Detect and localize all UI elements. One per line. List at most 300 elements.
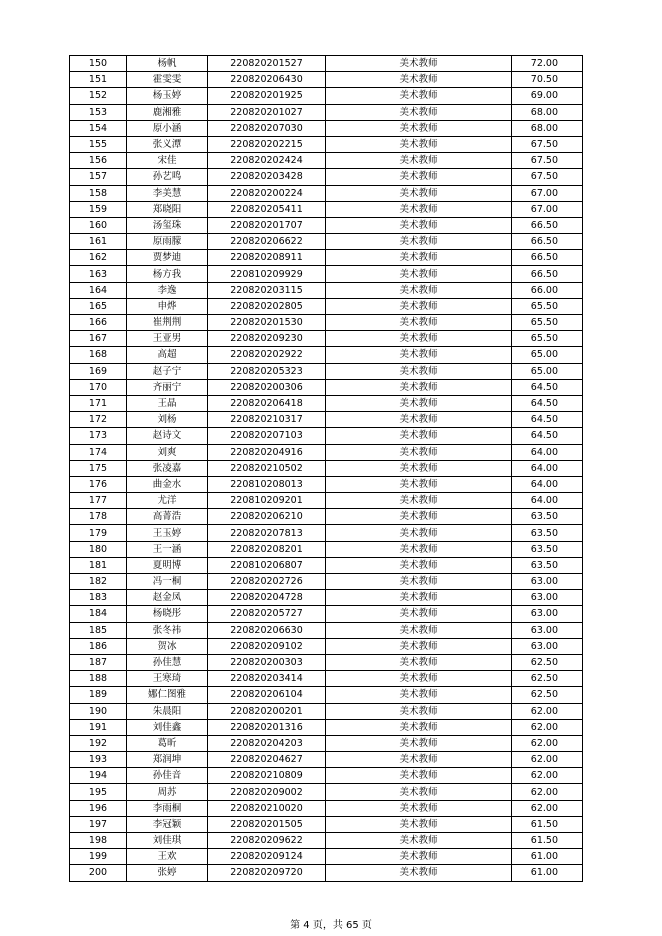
cell-name: 孙艺鸣 — [127, 169, 208, 185]
cell-exam-id: 220820209622 — [208, 833, 326, 849]
cell-exam-id: 220820206210 — [208, 509, 326, 525]
cell-number: 155 — [70, 136, 127, 152]
cell-number: 169 — [70, 363, 127, 379]
table-row — [70, 719, 583, 735]
cell-name: 刘爽 — [127, 444, 208, 460]
cell-number: 199 — [70, 849, 127, 865]
cell-exam-id: 220820208911 — [208, 250, 326, 266]
table-row — [70, 201, 583, 217]
table-row — [70, 590, 583, 606]
table-row — [70, 654, 583, 670]
cell-name: 崔荆荆 — [127, 315, 208, 331]
cell-position: 美术教师 — [326, 800, 512, 816]
cell-position: 美术教师 — [326, 606, 512, 622]
cell-exam-id: 220820210502 — [208, 460, 326, 476]
cell-number: 193 — [70, 752, 127, 768]
cell-exam-id: 220820204728 — [208, 590, 326, 606]
cell-position: 美术教师 — [326, 412, 512, 428]
cell-position: 美术教师 — [326, 849, 512, 865]
cell-position: 美术教师 — [326, 703, 512, 719]
cell-name: 鹿湘雅 — [127, 104, 208, 120]
cell-score: 64.50 — [512, 428, 583, 444]
cell-score: 64.00 — [512, 493, 583, 509]
cell-exam-id: 220820205727 — [208, 606, 326, 622]
cell-name: 王欢 — [127, 849, 208, 865]
cell-score: 65.50 — [512, 331, 583, 347]
cell-exam-id: 220820207103 — [208, 428, 326, 444]
cell-score: 63.50 — [512, 557, 583, 573]
cell-name: 贾梦迪 — [127, 250, 208, 266]
cell-number: 190 — [70, 703, 127, 719]
table-row — [70, 56, 583, 72]
table-row — [70, 509, 583, 525]
table-row — [70, 557, 583, 573]
cell-name: 杨方我 — [127, 266, 208, 282]
cell-exam-id: 220820200224 — [208, 185, 326, 201]
cell-number: 198 — [70, 833, 127, 849]
cell-score: 65.00 — [512, 347, 583, 363]
table-row — [70, 735, 583, 751]
cell-name: 李雨桐 — [127, 800, 208, 816]
cell-position: 美术教师 — [326, 185, 512, 201]
cell-position: 美术教师 — [326, 201, 512, 217]
cell-exam-id: 220820201707 — [208, 217, 326, 233]
cell-score: 62.00 — [512, 719, 583, 735]
cell-exam-id: 220820205411 — [208, 201, 326, 217]
cell-score: 61.50 — [512, 833, 583, 849]
cell-position: 美术教师 — [326, 735, 512, 751]
cell-exam-id: 220820203115 — [208, 282, 326, 298]
cell-number: 200 — [70, 865, 127, 881]
cell-position: 美术教师 — [326, 136, 512, 152]
table-row — [70, 444, 583, 460]
cell-name: 刘杨 — [127, 412, 208, 428]
cell-name: 王亚男 — [127, 331, 208, 347]
cell-score: 63.00 — [512, 590, 583, 606]
cell-name: 赵子宁 — [127, 363, 208, 379]
cell-score: 67.50 — [512, 153, 583, 169]
cell-name: 王晶 — [127, 395, 208, 411]
cell-score: 61.00 — [512, 865, 583, 881]
cell-position: 美术教师 — [326, 120, 512, 136]
cell-number: 171 — [70, 395, 127, 411]
cell-name: 张凌嘉 — [127, 460, 208, 476]
cell-exam-id: 220810209201 — [208, 493, 326, 509]
table-row — [70, 104, 583, 120]
cell-score: 62.00 — [512, 768, 583, 784]
cell-position: 美术教师 — [326, 784, 512, 800]
cell-exam-id: 220810206807 — [208, 557, 326, 573]
cell-exam-id: 220820200306 — [208, 379, 326, 395]
cell-number: 162 — [70, 250, 127, 266]
cell-name: 高超 — [127, 347, 208, 363]
cell-score: 65.50 — [512, 298, 583, 314]
cell-position: 美术教师 — [326, 557, 512, 573]
cell-score: 64.00 — [512, 444, 583, 460]
table-row — [70, 833, 583, 849]
cell-number: 152 — [70, 88, 127, 104]
cell-name: 尤洋 — [127, 493, 208, 509]
table-row — [70, 752, 583, 768]
cell-exam-id: 220810209929 — [208, 266, 326, 282]
cell-position: 美术教师 — [326, 541, 512, 557]
cell-score: 63.50 — [512, 509, 583, 525]
table-row — [70, 574, 583, 590]
cell-name: 赵金凤 — [127, 590, 208, 606]
cell-position: 美术教师 — [326, 72, 512, 88]
cell-number: 184 — [70, 606, 127, 622]
cell-position: 美术教师 — [326, 509, 512, 525]
cell-exam-id: 220820203414 — [208, 671, 326, 687]
cell-score: 63.00 — [512, 638, 583, 654]
cell-score: 63.00 — [512, 606, 583, 622]
cell-score: 64.00 — [512, 460, 583, 476]
table-row — [70, 476, 583, 492]
cell-exam-id: 220820201925 — [208, 88, 326, 104]
table-row — [70, 784, 583, 800]
table-row — [70, 169, 583, 185]
cell-name: 宋佳 — [127, 153, 208, 169]
cell-exam-id: 220820210020 — [208, 800, 326, 816]
cell-position: 美术教师 — [326, 816, 512, 832]
cell-score: 66.50 — [512, 234, 583, 250]
cell-exam-id: 220820201530 — [208, 315, 326, 331]
cell-name: 张冬祎 — [127, 622, 208, 638]
table-row — [70, 298, 583, 314]
cell-name: 冯一桐 — [127, 574, 208, 590]
cell-position: 美术教师 — [326, 654, 512, 670]
cell-number: 183 — [70, 590, 127, 606]
cell-position: 美术教师 — [326, 104, 512, 120]
table-row — [70, 703, 583, 719]
cell-position: 美术教师 — [326, 250, 512, 266]
cell-exam-id: 220820206630 — [208, 622, 326, 638]
cell-exam-id: 220820209124 — [208, 849, 326, 865]
cell-number: 163 — [70, 266, 127, 282]
cell-score: 63.50 — [512, 541, 583, 557]
cell-name: 汤玺珠 — [127, 217, 208, 233]
cell-number: 189 — [70, 687, 127, 703]
cell-name: 曲金水 — [127, 476, 208, 492]
cell-score: 64.50 — [512, 379, 583, 395]
cell-number: 179 — [70, 525, 127, 541]
cell-number: 154 — [70, 120, 127, 136]
table-row — [70, 363, 583, 379]
cell-name: 霍雯雯 — [127, 72, 208, 88]
cell-name: 赵诗文 — [127, 428, 208, 444]
cell-number: 157 — [70, 169, 127, 185]
cell-position: 美术教师 — [326, 234, 512, 250]
table-row — [70, 153, 583, 169]
cell-score: 62.00 — [512, 800, 583, 816]
cell-name: 孙佳音 — [127, 768, 208, 784]
cell-position: 美术教师 — [326, 282, 512, 298]
cell-name: 张义潭 — [127, 136, 208, 152]
table-row — [70, 120, 583, 136]
table-row — [70, 136, 583, 152]
cell-number: 197 — [70, 816, 127, 832]
cell-score: 66.00 — [512, 282, 583, 298]
cell-score: 68.00 — [512, 120, 583, 136]
cell-name: 李美慧 — [127, 185, 208, 201]
table-row — [70, 250, 583, 266]
cell-score: 67.00 — [512, 185, 583, 201]
cell-number: 164 — [70, 282, 127, 298]
cell-name: 夏明博 — [127, 557, 208, 573]
cell-number: 173 — [70, 428, 127, 444]
cell-position: 美术教师 — [326, 525, 512, 541]
cell-score: 64.00 — [512, 476, 583, 492]
cell-name: 娜仁图雅 — [127, 687, 208, 703]
cell-number: 192 — [70, 735, 127, 751]
cell-score: 66.50 — [512, 250, 583, 266]
table-row — [70, 687, 583, 703]
table-row — [70, 865, 583, 881]
cell-score: 66.50 — [512, 266, 583, 282]
cell-exam-id: 220810208013 — [208, 476, 326, 492]
cell-position: 美术教师 — [326, 395, 512, 411]
cell-exam-id: 220820210317 — [208, 412, 326, 428]
cell-name: 郑润坤 — [127, 752, 208, 768]
cell-name: 王一涵 — [127, 541, 208, 557]
cell-position: 美术教师 — [326, 347, 512, 363]
cell-exam-id: 220820206430 — [208, 72, 326, 88]
cell-number: 166 — [70, 315, 127, 331]
cell-score: 63.00 — [512, 574, 583, 590]
cell-exam-id: 220820204916 — [208, 444, 326, 460]
cell-position: 美术教师 — [326, 768, 512, 784]
cell-number: 168 — [70, 347, 127, 363]
cell-score: 62.00 — [512, 703, 583, 719]
cell-number: 161 — [70, 234, 127, 250]
cell-name: 张婷 — [127, 865, 208, 881]
cell-number: 172 — [70, 412, 127, 428]
cell-exam-id: 220820204627 — [208, 752, 326, 768]
cell-exam-id: 220820201316 — [208, 719, 326, 735]
cell-position: 美术教师 — [326, 428, 512, 444]
cell-exam-id: 220820206418 — [208, 395, 326, 411]
cell-number: 178 — [70, 509, 127, 525]
cell-score: 62.50 — [512, 654, 583, 670]
cell-exam-id: 220820209230 — [208, 331, 326, 347]
cell-position: 美术教师 — [326, 752, 512, 768]
cell-name: 齐丽宁 — [127, 379, 208, 395]
score-table-body — [70, 56, 583, 882]
cell-name: 杨晓彤 — [127, 606, 208, 622]
cell-position: 美术教师 — [326, 719, 512, 735]
cell-score: 61.50 — [512, 816, 583, 832]
cell-name: 杨玉婷 — [127, 88, 208, 104]
cell-exam-id: 220820202805 — [208, 298, 326, 314]
page-footer: 第 4 页，共 65 页 — [290, 920, 372, 931]
cell-position: 美术教师 — [326, 833, 512, 849]
cell-position: 美术教师 — [326, 379, 512, 395]
cell-score: 61.00 — [512, 849, 583, 865]
table-row — [70, 88, 583, 104]
cell-number: 194 — [70, 768, 127, 784]
cell-position: 美术教师 — [326, 298, 512, 314]
cell-position: 美术教师 — [326, 266, 512, 282]
cell-exam-id: 220820202922 — [208, 347, 326, 363]
cell-number: 150 — [70, 56, 127, 72]
cell-exam-id: 220820202215 — [208, 136, 326, 152]
cell-position: 美术教师 — [326, 476, 512, 492]
cell-exam-id: 220820202726 — [208, 574, 326, 590]
cell-score: 65.00 — [512, 363, 583, 379]
table-row — [70, 541, 583, 557]
cell-name: 杨帆 — [127, 56, 208, 72]
cell-position: 美术教师 — [326, 56, 512, 72]
cell-position: 美术教师 — [326, 153, 512, 169]
cell-exam-id: 220820205323 — [208, 363, 326, 379]
cell-exam-id: 220820206104 — [208, 687, 326, 703]
cell-position: 美术教师 — [326, 574, 512, 590]
cell-exam-id: 220820201505 — [208, 816, 326, 832]
cell-number: 176 — [70, 476, 127, 492]
cell-name: 高菁浩 — [127, 509, 208, 525]
cell-number: 177 — [70, 493, 127, 509]
cell-position: 美术教师 — [326, 590, 512, 606]
table-row — [70, 849, 583, 865]
cell-name: 朱晨阳 — [127, 703, 208, 719]
table-row — [70, 525, 583, 541]
cell-number: 174 — [70, 444, 127, 460]
cell-position: 美术教师 — [326, 444, 512, 460]
cell-position: 美术教师 — [326, 671, 512, 687]
cell-name: 贺冰 — [127, 638, 208, 654]
cell-exam-id: 220820210809 — [208, 768, 326, 784]
table-row — [70, 234, 583, 250]
table-row — [70, 347, 583, 363]
table-row — [70, 460, 583, 476]
cell-number: 188 — [70, 671, 127, 687]
cell-number: 167 — [70, 331, 127, 347]
cell-position: 美术教师 — [326, 217, 512, 233]
cell-score: 72.00 — [512, 56, 583, 72]
cell-score: 65.50 — [512, 315, 583, 331]
cell-number: 153 — [70, 104, 127, 120]
table-row — [70, 800, 583, 816]
cell-score: 67.50 — [512, 169, 583, 185]
table-row — [70, 266, 583, 282]
cell-exam-id: 220820209720 — [208, 865, 326, 881]
cell-name: 原小涵 — [127, 120, 208, 136]
cell-name: 周苏 — [127, 784, 208, 800]
cell-name: 原雨朦 — [127, 234, 208, 250]
cell-number: 196 — [70, 800, 127, 816]
cell-name: 孙佳慧 — [127, 654, 208, 670]
table-row — [70, 379, 583, 395]
cell-number: 151 — [70, 72, 127, 88]
cell-score: 70.50 — [512, 72, 583, 88]
cell-score: 63.00 — [512, 622, 583, 638]
cell-exam-id: 220820207030 — [208, 120, 326, 136]
cell-number: 182 — [70, 574, 127, 590]
cell-number: 160 — [70, 217, 127, 233]
cell-exam-id: 220820207813 — [208, 525, 326, 541]
table-row — [70, 412, 583, 428]
cell-score: 63.50 — [512, 525, 583, 541]
cell-name: 刘佳鑫 — [127, 719, 208, 735]
cell-score: 62.50 — [512, 687, 583, 703]
cell-position: 美术教师 — [326, 315, 512, 331]
cell-exam-id: 220820200201 — [208, 703, 326, 719]
cell-score: 67.00 — [512, 201, 583, 217]
cell-exam-id: 220820209102 — [208, 638, 326, 654]
cell-exam-id: 220820206622 — [208, 234, 326, 250]
cell-exam-id: 220820208201 — [208, 541, 326, 557]
cell-score: 69.00 — [512, 88, 583, 104]
table-row — [70, 606, 583, 622]
table-row — [70, 395, 583, 411]
table-row — [70, 217, 583, 233]
table-row — [70, 72, 583, 88]
cell-number: 158 — [70, 185, 127, 201]
cell-number: 156 — [70, 153, 127, 169]
cell-name: 郑晓阳 — [127, 201, 208, 217]
cell-number: 180 — [70, 541, 127, 557]
cell-number: 186 — [70, 638, 127, 654]
cell-score: 67.50 — [512, 136, 583, 152]
cell-score: 62.00 — [512, 752, 583, 768]
cell-exam-id: 220820203428 — [208, 169, 326, 185]
table-row — [70, 816, 583, 832]
cell-number: 185 — [70, 622, 127, 638]
cell-name: 李逸 — [127, 282, 208, 298]
score-table — [69, 55, 583, 882]
cell-number: 191 — [70, 719, 127, 735]
cell-exam-id: 220820201527 — [208, 56, 326, 72]
cell-score: 66.50 — [512, 217, 583, 233]
cell-number: 175 — [70, 460, 127, 476]
cell-score: 62.50 — [512, 671, 583, 687]
cell-score: 68.00 — [512, 104, 583, 120]
cell-score: 64.50 — [512, 412, 583, 428]
cell-position: 美术教师 — [326, 88, 512, 104]
cell-number: 170 — [70, 379, 127, 395]
cell-position: 美术教师 — [326, 687, 512, 703]
cell-number: 195 — [70, 784, 127, 800]
cell-number: 187 — [70, 654, 127, 670]
table-row — [70, 768, 583, 784]
table-row — [70, 493, 583, 509]
cell-exam-id: 220820200303 — [208, 654, 326, 670]
cell-exam-id: 220820201027 — [208, 104, 326, 120]
cell-score: 62.00 — [512, 784, 583, 800]
table-row — [70, 622, 583, 638]
cell-exam-id: 220820202424 — [208, 153, 326, 169]
cell-position: 美术教师 — [326, 460, 512, 476]
cell-position: 美术教师 — [326, 865, 512, 881]
table-row — [70, 185, 583, 201]
table-row — [70, 282, 583, 298]
table-row — [70, 671, 583, 687]
cell-number: 165 — [70, 298, 127, 314]
cell-score: 64.50 — [512, 395, 583, 411]
cell-name: 刘佳琪 — [127, 833, 208, 849]
cell-position: 美术教师 — [326, 638, 512, 654]
cell-name: 葛昕 — [127, 735, 208, 751]
cell-number: 181 — [70, 557, 127, 573]
cell-name: 王玉婷 — [127, 525, 208, 541]
cell-position: 美术教师 — [326, 622, 512, 638]
cell-score: 62.00 — [512, 735, 583, 751]
table-row — [70, 331, 583, 347]
cell-name: 李冠颖 — [127, 816, 208, 832]
cell-exam-id: 220820204203 — [208, 735, 326, 751]
cell-position: 美术教师 — [326, 169, 512, 185]
cell-number: 159 — [70, 201, 127, 217]
